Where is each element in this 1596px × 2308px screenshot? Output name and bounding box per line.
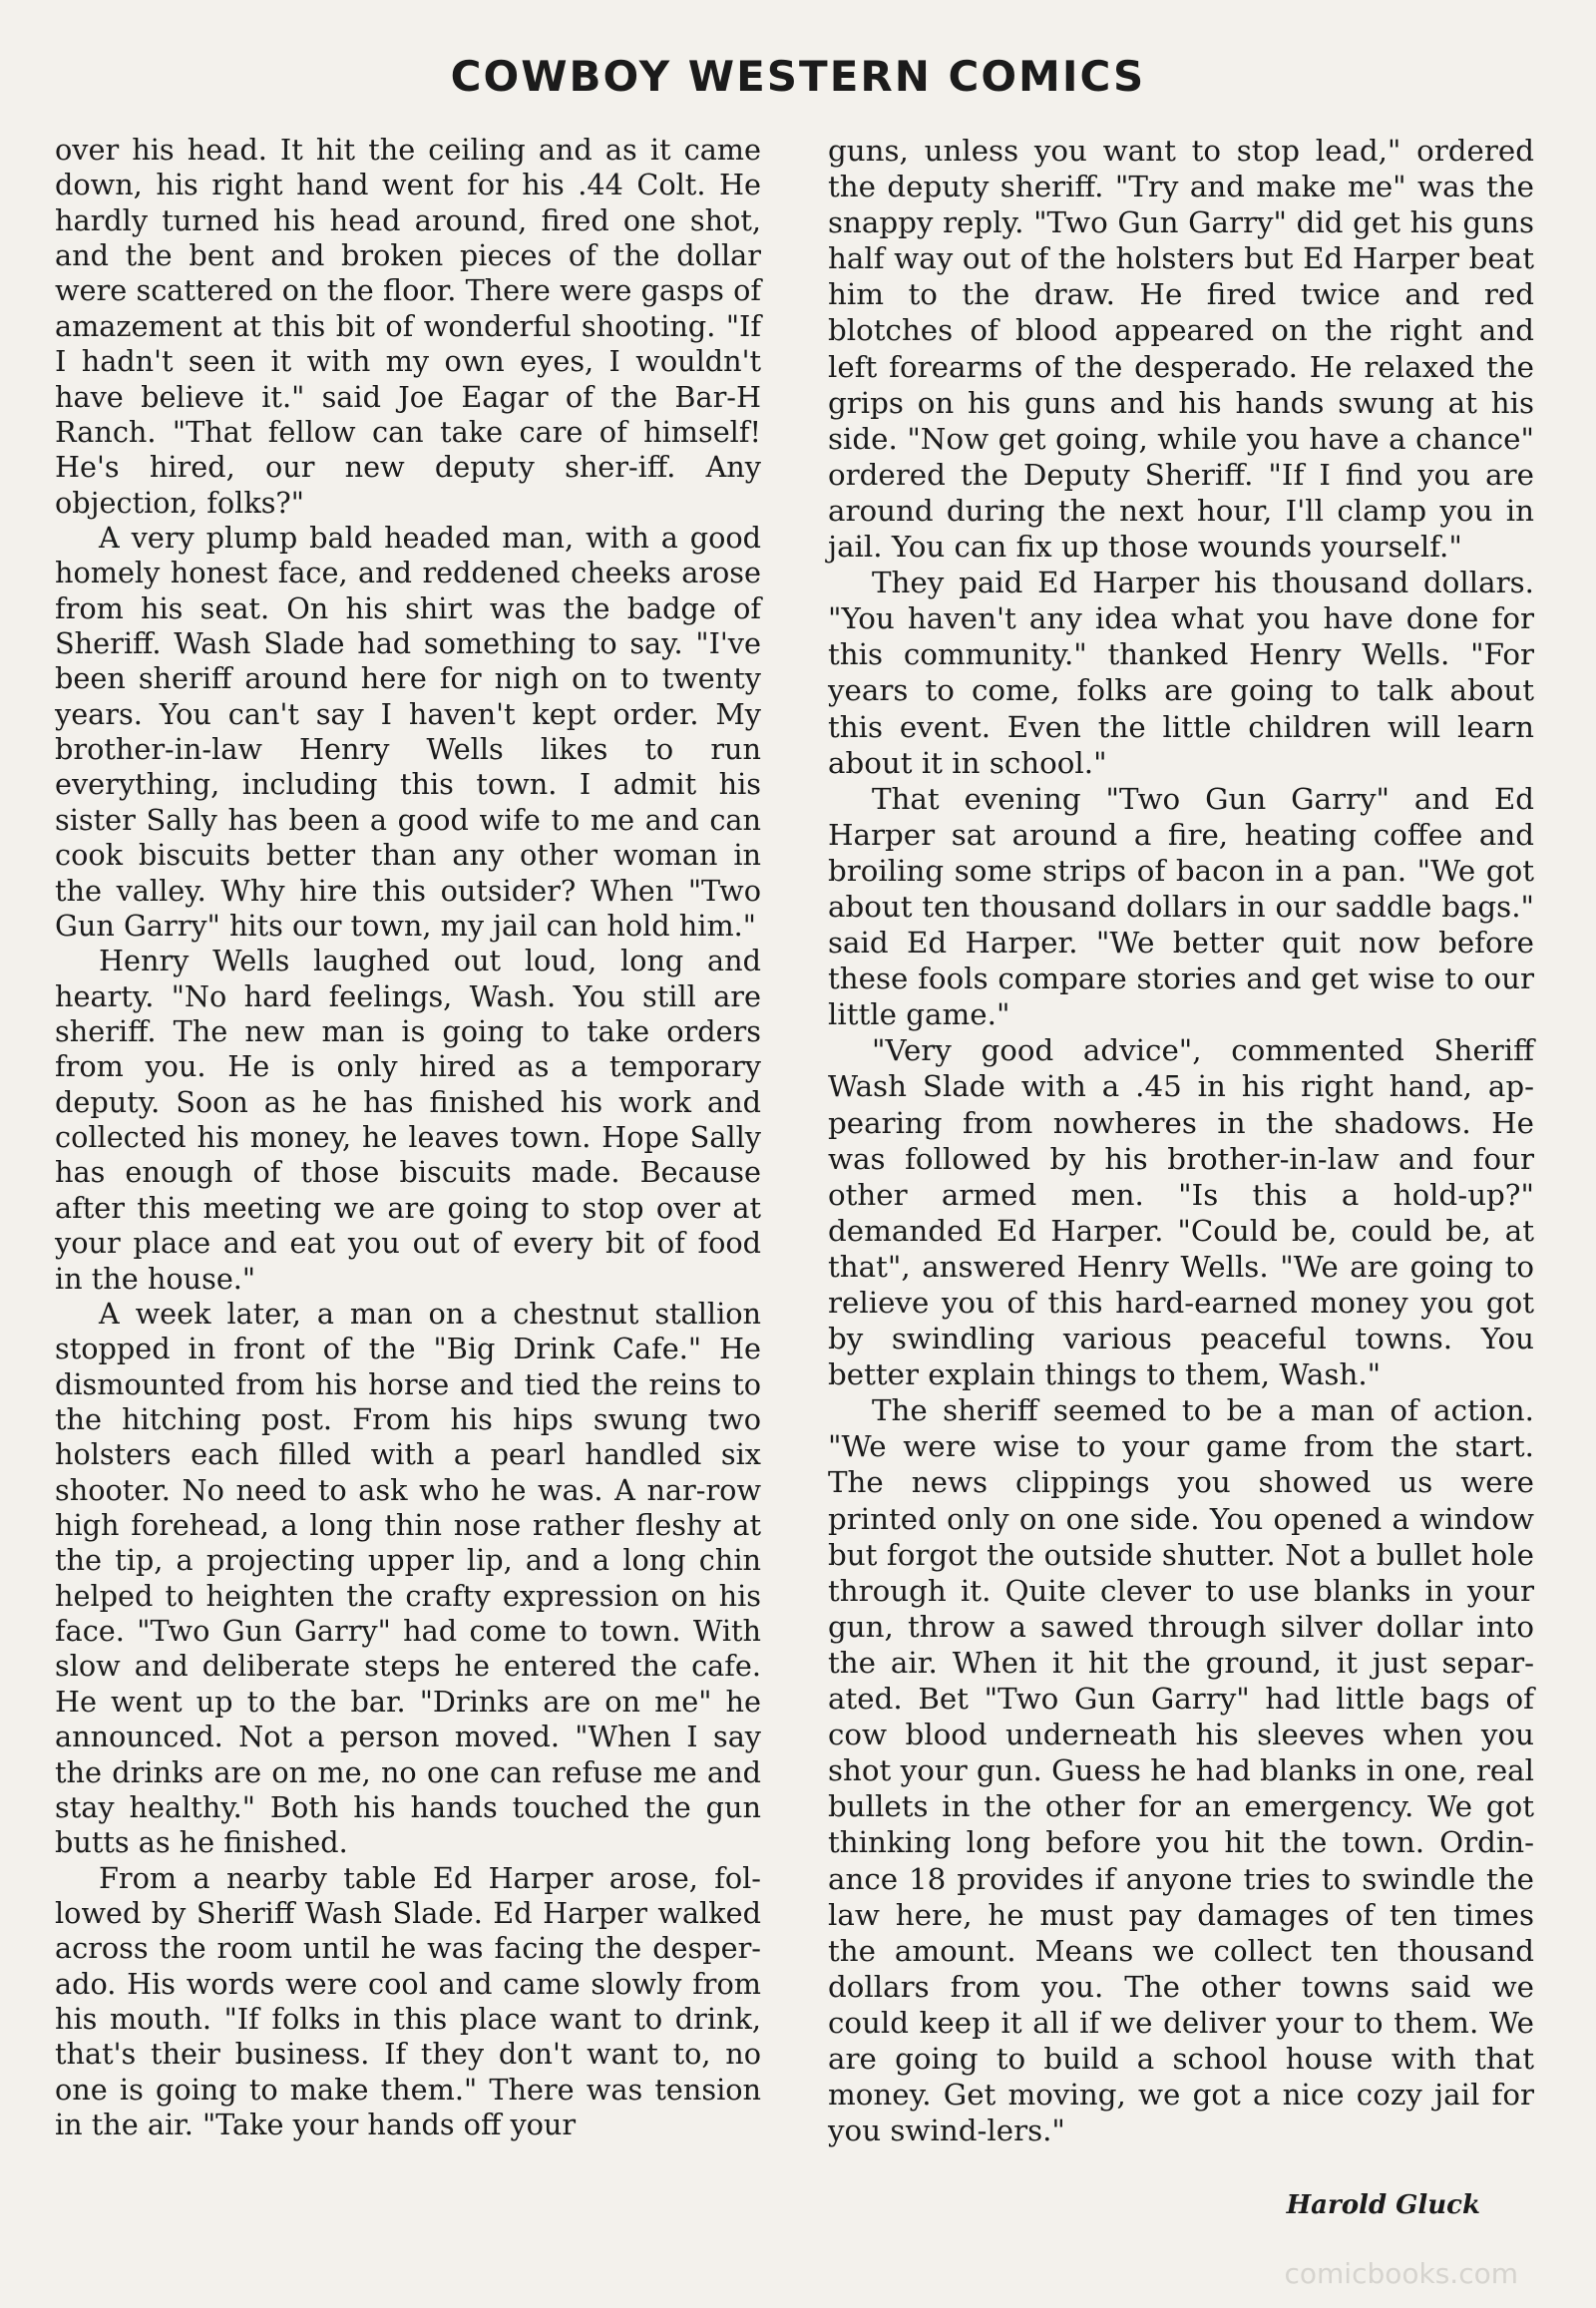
story-paragraph: From a nearby table Ed Harper arose, fol-lowed by Sheriff Wash Slade. Ed Harper walked across the room until he was facing the desper-ado. His words were cool and came slowly from his mouth. "If folks in this place want to drink, that's their business. If they don't want to, no one is going to make them." There was tension in the air. "Take your hands off your [55,1860,761,2142]
page-header-title: COWBOY WESTERN COMICS [450,52,1146,101]
story-paragraph: A week later, a man on a chestnut stallion stopped in front of the "Big Drink Cafe." He dismounted from his horse and tied the reins to the hitching post. From his hips swung two holsters each filled with a pearl handled six shooter. No need to ask who he was. A nar-row high forehead, a long thin nose rather fleshy at the tip, a projecting upper lip, and a long chin helped to heighten the crafty expression on his face. "Two Gun Garry" had come to town. With slow and deliberate steps he entered the cafe. He went up to the bar. "Drinks are on me" he announced. Not a person moved. "When I say the drinks are on me, no one can refuse me and stay healthy." Both his hands touched the gun butts as he finished. [55,1296,761,1860]
story-paragraph: They paid Ed Harper his thousand dollars. "You haven't any idea what you have done for this community." thanked Henry Wells. "For years to come, folks are going to talk about this event. Even the little children will learn about it in school." [828,566,1534,780]
story-paragraph: guns, unless you want to stop lead," ordered the deputy sheriff. "Try and make me" was the snappy reply. "Two Gun Garry" did get his guns half way out of the holsters but Ed Harper beat him to the draw. He fired twice and red blotches of blood appeared on the right and left forearms of the desperado. He relaxed the grips on his guns and his hands swung at his side. "Now get going, while you have a chance" ordered the Deputy Sheriff. "If I find you are around during the next hour, I'll clamp you in jail. You can fix up those wounds yourself." [828,134,1534,565]
story-paragraph: The sheriff seemed to be a man of action. "We were wise to your game from the start. The news clippings you showed us were printed only on one side. You opened a window but forgot the outside shutter. Not a bullet hole through it. Quite clever to use blanks in your gun, throw a sawed through silver dollar into the air. When it hit the ground, it just separ-ated. Bet "Two Gun Garry" had little bags of cow blood underneath his sleeves when you shot your gun. Guess he had blanks in one, real bullets in the other for an emergency. We got thinking long before you hit the town. Ordin-ance 18 provides if anyone tries to swindle the law here, he must pay damages of ten times the amount. Means we collect ten thousand dollars from you. The other towns said we could keep it all if we deliver your to them. We are going to build a school house with that money. Get moving, we got a nice cozy jail for you swind-lers." [828,1393,1534,2148]
story-column-right [828,133,1534,2148]
story-paragraph: over his head. It hit the ceiling and as it came down, his right hand went for his .44 Colt. He hardly turned his head around, fired one shot, and the bent and broken pieces of the dollar were scattered on the floor. There were gasps of amazement at this bit of wonderful shooting. "If I hadn't seen it with my own eyes, I wouldn't have believe it." said Joe Eagar of the Bar-H Ranch. "That fellow can take care of himself! He's hired, our new deputy sher-iff. Any objection, folks?" [55,133,761,520]
author-signature: Harold Gluck [1286,2190,1480,2220]
story-paragraph: A very plump bald headed man, with a good homely honest face, and reddened cheeks arose from his seat. On his shirt was the badge of Sheriff. Wash Slade had something to say. "I've been sheriff around here for nigh on to twenty years. You can't say I haven't kept order. My brother-in-law Henry Wells likes to run everything, including this town. I admit his sister Sally has been a good wife to me and can cook biscuits better than any other woman in the valley. Why hire this outsider? When "Two Gun Garry" hits our town, my jail can hold him." [55,520,761,943]
site-watermark: comicbooks.com [1284,2257,1518,2290]
story-column-left [55,133,761,2142]
story-paragraph: "Very good advice", commented Sheriff Wash Slade with a .45 in his right hand, ap-pearing from nowheres in the shadows. He was followed by his brother-in-law and four other armed men. "Is this a hold-up?" demanded Ed Harper. "Could be, could be, at that", answered Henry Wells. "We are going to relieve you of this hard-earned money you got by swindling various peaceful towns. You better explain things to them, Wash." [828,1033,1534,1392]
story-paragraph: That evening "Two Gun Garry" and Ed Harper sat around a fire, heating coffee and broiling some strips of bacon in a pan. "We got about ten thousand dollars in our saddle bags." said Ed Harper. "We better quit now before these fools compare stories and get wise to our little game." [828,781,1534,1032]
story-paragraph: Henry Wells laughed out loud, long and hearty. "No hard feelings, Wash. You still are sheriff. The new man is going to take orders from you. He is only hired as a temporary deputy. Soon as he has finished his work and collected his money, he leaves town. Hope Sally has enough of those biscuits made. Because after this meeting we are going to stop over at your place and eat you out of every bit of food in the house." [55,944,761,1296]
